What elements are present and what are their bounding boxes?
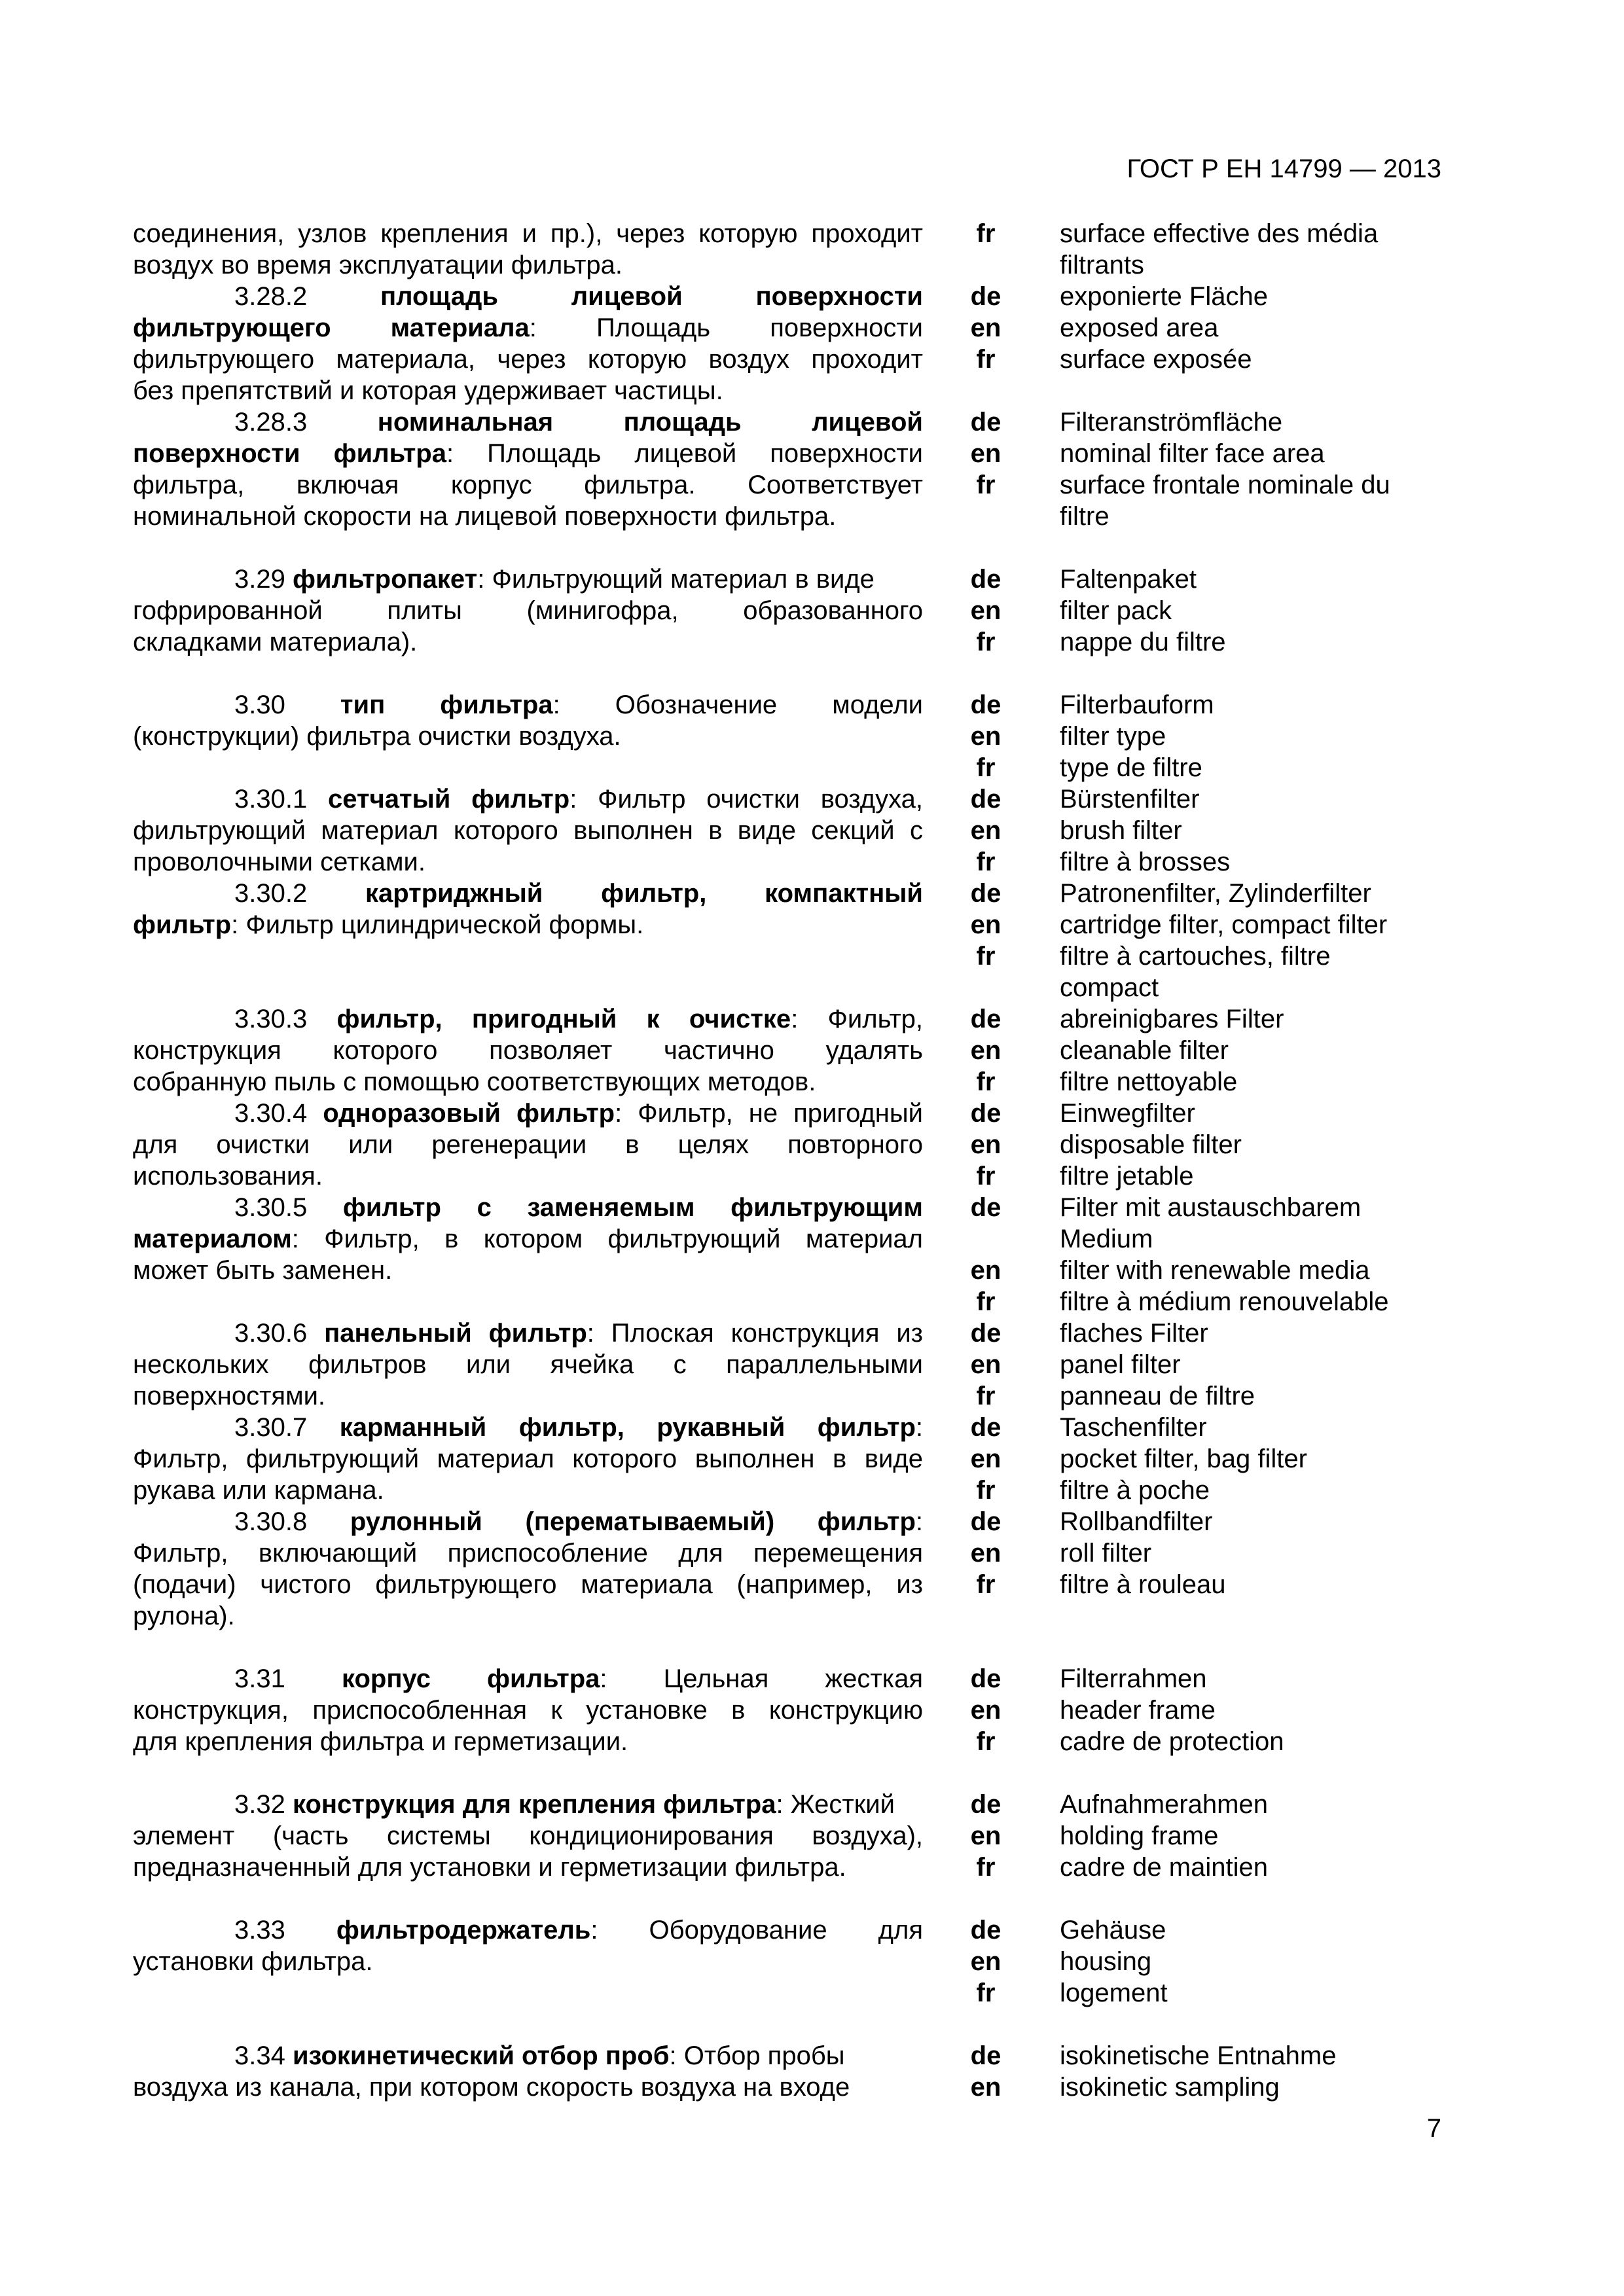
language-code: fr — [976, 1979, 996, 2007]
term-definition-ru — [133, 564, 923, 658]
language-code: fr — [976, 628, 996, 656]
foreign-equivalents — [1060, 689, 1505, 783]
equivalent-term: filter pack — [1060, 596, 1172, 625]
term-definition-ru — [133, 1663, 923, 1757]
term-definition-ru — [133, 1098, 923, 1192]
term-definition-ru — [133, 1914, 923, 1977]
definition-text: 3.30.3 — [234, 1005, 337, 1033]
equivalent-term: surface exposée — [1060, 345, 1252, 374]
equivalent-term: Filter mit austauschbarem — [1060, 1193, 1362, 1222]
definition-line: использования. — [133, 1162, 323, 1191]
language-code: en — [970, 910, 1001, 939]
definition-line: (подачи) чистого фильтрующего материала (например, из — [133, 1570, 923, 1599]
definition-line — [133, 1412, 923, 1443]
definition-line: для крепления фильтра и герметизации. — [133, 1727, 628, 1756]
term-definition-ru — [133, 1003, 923, 1098]
page-number: 7 — [1426, 2114, 1441, 2143]
language-code: fr — [976, 219, 996, 248]
term-entry — [0, 689, 1624, 783]
definition-text: 3.33 — [234, 1916, 336, 1945]
definition-line: (конструкции) фильтра очистки воздуха. — [133, 722, 621, 751]
equivalent-term: nominal filter face area — [1060, 439, 1325, 468]
definition-line: элемент (часть системы кондиционирования воздуха), — [133, 1821, 923, 1850]
equivalent-term: filter with renewable media — [1060, 1256, 1370, 1285]
definition-text: 3.32 — [234, 1790, 293, 1819]
equivalent-term: roll filter — [1060, 1539, 1152, 1568]
language-codes — [966, 218, 1005, 281]
definition-text: : Отбор пробы — [669, 2041, 845, 2070]
foreign-equivalents — [1060, 1663, 1505, 1757]
definition-line: Фильтр, включающий приспособление для перемещения — [133, 1539, 923, 1568]
definition-text: 3.34 — [234, 2041, 293, 2070]
foreign-equivalents — [1060, 1192, 1505, 1318]
equivalent-term: housing — [1060, 1947, 1152, 1976]
foreign-equivalents — [1060, 783, 1505, 878]
equivalent-term: filtre jetable — [1060, 1162, 1194, 1191]
term-entry — [0, 2040, 1624, 2103]
language-code — [966, 249, 1005, 281]
definition-line: рукава или кармана. — [133, 1476, 384, 1505]
definition-line: фильтрующий материал которого выполнен в виде секций с — [133, 816, 923, 845]
language-codes — [966, 281, 1005, 375]
equivalent-term: Faltenpaket — [1060, 565, 1197, 594]
language-code: fr — [976, 1570, 996, 1599]
language-code: en — [970, 722, 1001, 751]
language-code: de — [970, 565, 1001, 594]
language-code: en — [970, 1539, 1001, 1568]
equivalent-term: brush filter — [1060, 816, 1182, 845]
language-code: fr — [976, 942, 996, 971]
term-definition-ru — [133, 1789, 923, 1883]
equivalent-term: pocket filter, bag filter — [1060, 1444, 1307, 1473]
definition-line: рулона). — [133, 1602, 235, 1630]
term-entry — [0, 878, 1624, 1003]
equivalent-term: logement — [1060, 1979, 1168, 2007]
term-entry — [0, 281, 1624, 406]
equivalent-term: filtre à brosses — [1060, 848, 1231, 876]
foreign-equivalents — [1060, 1506, 1505, 1600]
term-entry — [0, 1318, 1624, 1412]
term-entry — [0, 1412, 1624, 1506]
language-code: de — [970, 1413, 1001, 1442]
language-codes — [966, 1914, 1005, 2009]
definition-line: гофрированной плиты (минигофра, образованного — [133, 596, 923, 625]
equivalent-term: holding frame — [1060, 1821, 1219, 1850]
term-definition-ru — [133, 783, 923, 878]
foreign-equivalents — [1060, 406, 1505, 532]
term-name: панельный фильтр — [324, 1319, 587, 1348]
foreign-equivalents — [1060, 1098, 1505, 1192]
definition-text: 3.28.2 — [234, 282, 381, 311]
language-code: en — [970, 2073, 1001, 2102]
term-name: номинальная площадь лицевой — [377, 408, 923, 437]
definition-line — [133, 909, 923, 941]
language-codes — [966, 406, 1005, 532]
equivalent-term: filtre — [1060, 502, 1110, 531]
equivalent-term: Aufnahmerahmen — [1060, 1790, 1268, 1819]
definition-line: нескольких фильтров или ячейка с параллельными — [133, 1350, 923, 1379]
term-name: тип фильтра — [340, 691, 553, 719]
definition-line — [133, 783, 923, 815]
foreign-equivalents — [1060, 1914, 1505, 2009]
definition-text: 3.30.5 — [234, 1193, 343, 1222]
terms-body — [0, 218, 1624, 2103]
language-code: en — [970, 1130, 1001, 1159]
equivalent-term: panneau de filtre — [1060, 1382, 1255, 1410]
equivalent-term: cartridge filter, compact filter — [1060, 910, 1388, 939]
term-name: фильтр с заменяемым фильтрующим — [342, 1193, 923, 1222]
equivalent-term: cadre de maintien — [1060, 1853, 1268, 1882]
term-name: одноразовый фильтр — [323, 1099, 615, 1128]
term-entry — [0, 564, 1624, 689]
language-code: en — [970, 1256, 1001, 1285]
term-name: фильтр — [133, 910, 232, 939]
definition-line — [133, 1318, 923, 1349]
definition-text: : Оборудование для — [590, 1916, 923, 1945]
equivalent-term: flaches Filter — [1060, 1319, 1208, 1348]
equivalent-term: Filteranströmfläche — [1060, 408, 1283, 437]
definition-line: проволочными сетками. — [133, 848, 425, 876]
language-code: de — [970, 408, 1001, 437]
term-name: картриджный фильтр, компактный — [365, 879, 923, 908]
equivalent-term: header frame — [1060, 1696, 1216, 1725]
equivalent-term: filtre à cartouches, filtre — [1060, 942, 1331, 971]
equivalent-term: cadre de protection — [1060, 1727, 1284, 1756]
language-codes — [966, 878, 1005, 1003]
definition-line: складками материала). — [133, 628, 418, 656]
language-code: fr — [976, 1382, 996, 1410]
definition-line: воздуха из канала, при котором скорость воздуха на входе — [133, 2073, 850, 2102]
language-code: de — [970, 1507, 1001, 1536]
document-header: ГОСТ Р ЕН 14799 — 2013 — [1127, 154, 1441, 183]
language-codes — [966, 783, 1005, 878]
definition-text: : Цельная жесткая — [600, 1664, 923, 1693]
definition-text: 3.29 — [234, 565, 293, 594]
language-code: en — [970, 439, 1001, 468]
definition-line — [133, 281, 923, 312]
foreign-equivalents — [1060, 878, 1505, 1003]
definition-text: : Фильтр цилиндрической формы. — [231, 910, 644, 939]
term-entry — [0, 783, 1624, 878]
language-code: en — [970, 1444, 1001, 1473]
language-codes — [966, 2040, 1005, 2103]
definition-line — [133, 1098, 923, 1129]
language-code: de — [970, 1099, 1001, 1128]
language-codes — [966, 1789, 1005, 1883]
definition-text: 3.30.6 — [234, 1319, 325, 1348]
definition-text: 3.30.2 — [234, 879, 365, 908]
language-code: de — [970, 1005, 1001, 1033]
language-codes — [966, 1098, 1005, 1192]
term-definition-ru — [133, 281, 923, 406]
term-name: изокинетический отбор проб — [292, 2041, 670, 2070]
language-codes — [966, 689, 1005, 783]
definition-text: 3.30.1 — [234, 785, 328, 814]
language-code: en — [970, 1821, 1001, 1850]
equivalent-term: Taschenfilter — [1060, 1413, 1207, 1442]
language-code — [966, 501, 1005, 532]
language-code: de — [970, 879, 1001, 908]
definition-line: для очистки или регенерации в целях повторного — [133, 1130, 923, 1159]
language-codes — [966, 1412, 1005, 1506]
definition-text: : Плоская конструкция из — [586, 1319, 923, 1348]
language-code: fr — [976, 1476, 996, 1505]
definition-line: Фильтр, фильтрующий материал которого выполнен в виде — [133, 1444, 923, 1473]
definition-text: : — [915, 1507, 923, 1536]
definition-line: без препятствий и которая удерживает частицы. — [133, 376, 723, 405]
language-code: de — [970, 1319, 1001, 1348]
term-entry — [0, 1192, 1624, 1318]
definition-line: поверхностями. — [133, 1382, 326, 1410]
term-entry — [0, 1663, 1624, 1789]
definition-text: 3.30.8 — [234, 1507, 350, 1536]
equivalent-term: nappe du filtre — [1060, 628, 1226, 656]
equivalent-term: Filterrahmen — [1060, 1664, 1207, 1693]
definition-line — [133, 406, 923, 438]
definition-line — [133, 1192, 923, 1223]
definition-line — [133, 438, 923, 469]
term-name: корпус фильтра — [341, 1664, 600, 1693]
term-entry — [0, 1506, 1624, 1663]
term-name: фильтропакет — [292, 565, 478, 594]
definition-text: : Фильтр, не пригодный — [615, 1099, 923, 1128]
definition-line: собранную пыль с помощью соответствующих методов. — [133, 1067, 816, 1096]
equivalent-term: panel filter — [1060, 1350, 1181, 1379]
language-code: fr — [976, 345, 996, 374]
term-name: фильтр, пригодный к очистке — [336, 1005, 791, 1033]
foreign-equivalents — [1060, 1789, 1505, 1883]
equivalent-term: surface effective des média — [1060, 219, 1379, 248]
equivalent-term: isokinetic sampling — [1060, 2073, 1280, 2102]
term-entry — [0, 1003, 1624, 1098]
equivalent-term: Einwegfilter — [1060, 1099, 1195, 1128]
equivalent-term: compact — [1060, 973, 1159, 1002]
definition-line — [133, 1914, 923, 1946]
definition-text: : Площадь лицевой поверхности — [446, 439, 923, 468]
language-code: en — [970, 1696, 1001, 1725]
language-code: fr — [976, 753, 996, 782]
equivalent-term: isokinetische Entnahme — [1060, 2041, 1337, 2070]
definition-line — [133, 564, 923, 595]
definition-line: конструкция, приспособленная к установке в конструкцию — [133, 1696, 923, 1725]
language-code: en — [970, 1036, 1001, 1065]
equivalent-term: filtre à rouleau — [1060, 1570, 1226, 1599]
definition-line — [133, 1003, 923, 1035]
definition-line: установки фильтра. — [133, 1947, 373, 1976]
equivalent-term: filtrants — [1060, 251, 1144, 279]
definition-text: : Обозначение модели — [552, 691, 923, 719]
definition-line: номинальной скорости на лицевой поверхности фильтра. — [133, 502, 837, 531]
term-definition-ru — [133, 689, 923, 752]
foreign-equivalents — [1060, 564, 1505, 658]
equivalent-term: filtre à médium renouvelable — [1060, 1287, 1389, 1316]
language-codes — [966, 564, 1005, 658]
term-definition-ru — [133, 1412, 923, 1506]
foreign-equivalents — [1060, 1412, 1505, 1506]
language-code: de — [970, 1790, 1001, 1819]
definition-text: : Фильтр, — [791, 1005, 923, 1033]
equivalent-term: filter type — [1060, 722, 1166, 751]
definition-text: : Фильтр очистки воздуха, — [569, 785, 923, 814]
definition-line — [133, 2040, 923, 2072]
term-name: рулонный (перематываемый) фильтр — [350, 1507, 916, 1536]
language-code: fr — [976, 471, 996, 499]
term-definition-ru — [133, 878, 923, 941]
foreign-equivalents — [1060, 218, 1505, 281]
term-definition-ru — [133, 218, 923, 281]
language-code: de — [970, 1916, 1001, 1945]
language-code: de — [970, 282, 1001, 311]
language-code: de — [970, 2041, 1001, 2070]
language-code: fr — [976, 1287, 996, 1316]
term-name: поверхности фильтра — [133, 439, 446, 468]
language-code: de — [970, 785, 1001, 814]
definition-text: : Фильтрующий материал в виде — [477, 565, 875, 594]
equivalent-term: filtre nettoyable — [1060, 1067, 1238, 1096]
language-code: de — [970, 1193, 1001, 1222]
definition-line — [133, 1506, 923, 1537]
definition-line: фильтрующего материала, через которую воздух проходит — [133, 345, 923, 374]
language-code: en — [970, 314, 1001, 342]
language-codes — [966, 1003, 1005, 1098]
language-codes — [966, 1663, 1005, 1757]
definition-line: конструкция которого позволяет частично удалять — [133, 1036, 923, 1065]
term-entry — [0, 1098, 1624, 1192]
term-name: конструкция для крепления фильтра — [292, 1790, 776, 1819]
equivalent-term: Patronenfilter, Zylinderfilter — [1060, 879, 1371, 908]
term-entry — [0, 1914, 1624, 2040]
definition-line — [133, 878, 923, 909]
equivalent-term: Bürstenfilter — [1060, 785, 1200, 814]
term-name: материалом — [133, 1225, 292, 1253]
term-name: площадь лицевой поверхности — [380, 282, 923, 311]
equivalent-term: exponierte Fläche — [1060, 282, 1268, 311]
equivalent-term: surface frontale nominale du — [1060, 471, 1390, 499]
language-code: de — [970, 1664, 1001, 1693]
definition-line: воздух во время эксплуатации фильтра. — [133, 251, 623, 279]
language-codes — [966, 1318, 1005, 1412]
definition-text: : — [915, 1413, 923, 1442]
term-definition-ru — [133, 2040, 923, 2103]
definition-line — [133, 689, 923, 721]
language-code: fr — [976, 848, 996, 876]
definition-line — [133, 1223, 923, 1255]
definition-line — [133, 312, 923, 344]
term-entry — [0, 406, 1624, 564]
term-name: карманный фильтр, рукавный фильтр — [339, 1413, 916, 1442]
language-code: de — [970, 691, 1001, 719]
foreign-equivalents — [1060, 1003, 1505, 1098]
term-definition-ru — [133, 1506, 923, 1632]
term-name: фильтрующего материала — [133, 314, 530, 342]
definition-line: фильтра, включая корпус фильтра. Соответствует — [133, 471, 923, 499]
definition-line: предназначенный для установки и герметизации фильтра. — [133, 1853, 846, 1882]
term-definition-ru — [133, 406, 923, 532]
definition-text: 3.30 — [234, 691, 340, 719]
term-entry — [0, 1789, 1624, 1914]
language-code: en — [970, 1350, 1001, 1379]
term-name: фильтродержатель — [336, 1916, 591, 1945]
language-code: en — [970, 816, 1001, 845]
term-definition-ru — [133, 1318, 923, 1412]
definition-line — [133, 1789, 923, 1820]
foreign-equivalents — [1060, 1318, 1505, 1412]
equivalent-term: cleanable filter — [1060, 1036, 1229, 1065]
term-name: сетчатый фильтр — [327, 785, 570, 814]
equivalent-term: filtre à poche — [1060, 1476, 1210, 1505]
definition-line: может быть заменен. — [133, 1256, 393, 1285]
language-code — [966, 1223, 1005, 1255]
definition-line — [133, 1663, 923, 1695]
equivalent-term: Filterbauform — [1060, 691, 1214, 719]
language-code — [966, 972, 1005, 1003]
language-code: en — [970, 1947, 1001, 1976]
equivalent-term: Rollbandfilter — [1060, 1507, 1213, 1536]
language-codes — [966, 1506, 1005, 1600]
language-code: fr — [976, 1067, 996, 1096]
foreign-equivalents — [1060, 281, 1505, 375]
definition-line: соединения, узлов крепления и пр.), через которую проходит — [133, 219, 923, 248]
language-codes — [966, 1192, 1005, 1318]
definition-text: 3.31 — [234, 1664, 342, 1693]
language-code: en — [970, 596, 1001, 625]
definition-text: 3.28.3 — [234, 408, 378, 437]
term-definition-ru — [133, 1192, 923, 1286]
equivalent-term: Medium — [1060, 1225, 1153, 1253]
equivalent-term: exposed area — [1060, 314, 1219, 342]
definition-text: 3.30.4 — [234, 1099, 323, 1128]
equivalent-term: type de filtre — [1060, 753, 1202, 782]
language-code: fr — [976, 1162, 996, 1191]
term-entry — [0, 218, 1624, 281]
equivalent-term: disposable filter — [1060, 1130, 1242, 1159]
language-code: fr — [976, 1727, 996, 1756]
equivalent-term: abreinigbares Filter — [1060, 1005, 1284, 1033]
definition-text: : Фильтр, в котором фильтрующий материал — [291, 1225, 923, 1253]
foreign-equivalents — [1060, 2040, 1505, 2103]
language-code: fr — [976, 1853, 996, 1882]
definition-text: 3.30.7 — [234, 1413, 340, 1442]
definition-text: : Жесткий — [776, 1790, 895, 1819]
equivalent-term: Gehäuse — [1060, 1916, 1166, 1945]
definition-text: : Площадь поверхности — [529, 314, 923, 342]
